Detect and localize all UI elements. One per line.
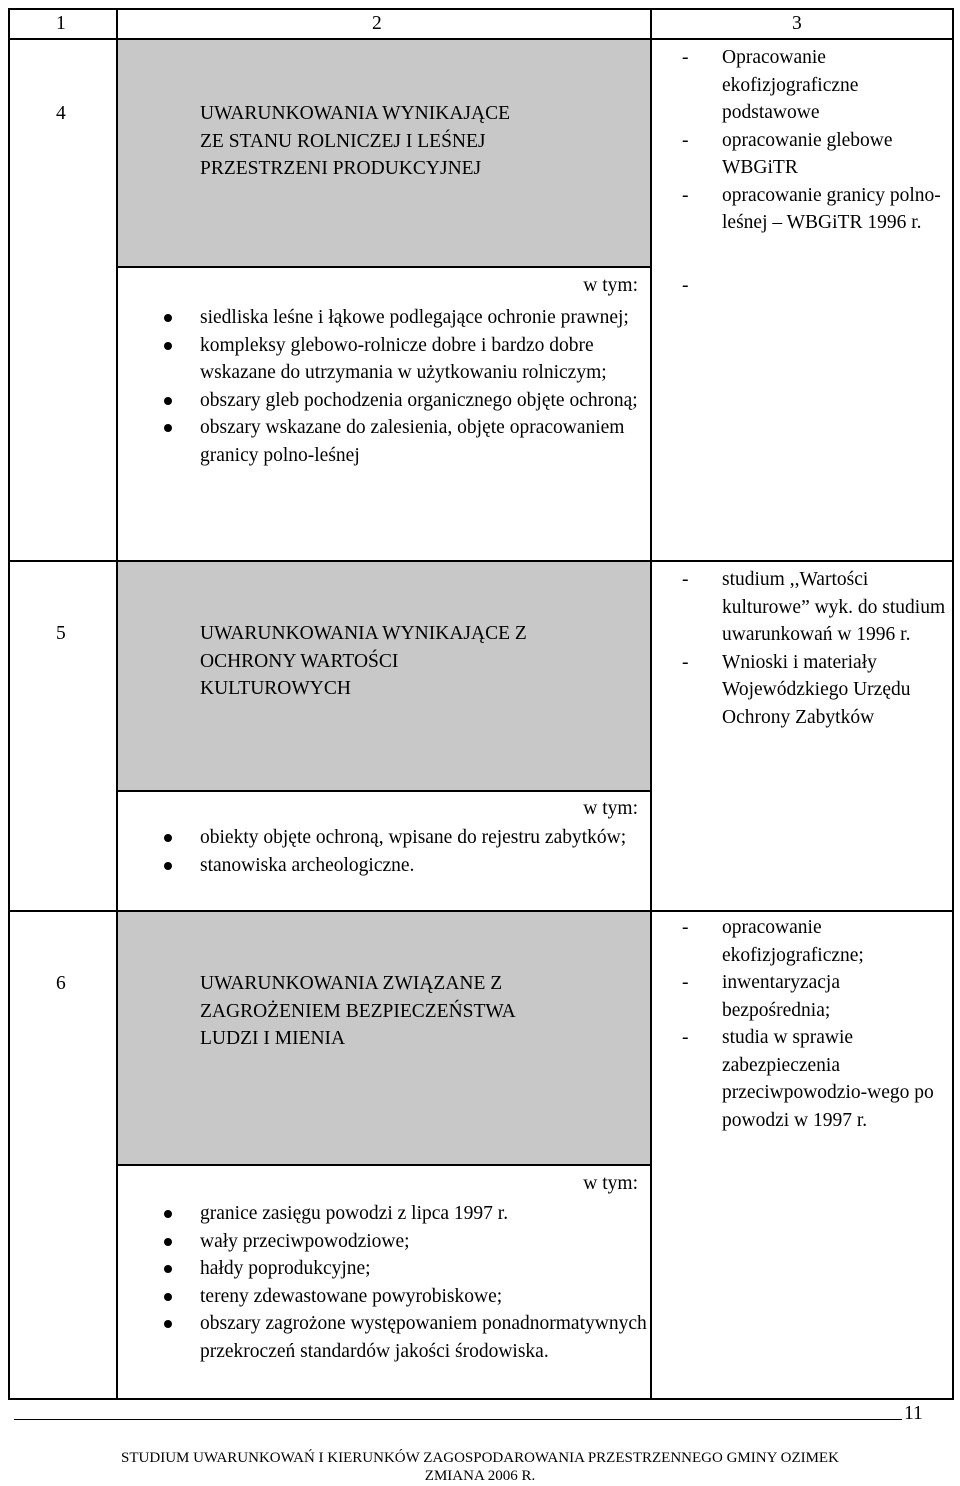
source-text: studia w sprawie zabezpieczenia przeciwpowodzio-wego po powodzi w 1997 r.	[722, 1027, 934, 1131]
row4-title-line: UWARUNKOWANIA WYNIKAJĄCE	[200, 103, 510, 124]
row6-title-line: UWARUNKOWANIA ZWIĄZANE Z	[200, 973, 503, 994]
bullet-icon	[164, 1210, 172, 1218]
source-item	[682, 127, 952, 182]
row4-title-line: ZE STANU ROLNICZEJ I LEŚNEJ	[200, 130, 486, 152]
list-item	[160, 1228, 650, 1256]
list-item-text: hałdy poprodukcyjne;	[200, 1258, 371, 1279]
list-item-text: obiekty objęte ochroną, wpisane do rejestru zabytków;	[200, 827, 627, 848]
header-col2: 2	[372, 13, 382, 34]
bullet-icon	[164, 1293, 172, 1301]
row4-detail-source: -	[682, 275, 689, 296]
source-text: Wnioski i materiały Wojewódzkiego Urzędu Ochrony Zabytków	[722, 651, 911, 728]
dash-icon: -	[682, 569, 689, 590]
row4-number: 4	[56, 103, 66, 124]
list-item	[160, 1283, 650, 1311]
dash-icon: -	[682, 129, 689, 151]
dash-icon: -	[682, 651, 689, 673]
bullet-icon	[164, 834, 172, 842]
footer-line2: ZMIANA 2006 R.	[424, 1468, 536, 1484]
page-number: 11	[904, 1403, 923, 1424]
row5-title-line: OCHRONY WARTOŚCI	[200, 650, 399, 672]
header-col1: 1	[56, 13, 66, 34]
row6-title	[200, 970, 640, 1053]
row4-title	[200, 100, 640, 183]
list-item	[160, 387, 650, 415]
list-item	[160, 852, 650, 880]
row5-title-line: KULTUROWYCH	[200, 678, 351, 699]
list-item	[160, 1255, 650, 1283]
source-item	[682, 914, 952, 969]
bullet-icon	[164, 1265, 172, 1273]
row4-w-tym: w tym:	[583, 275, 638, 296]
list-item-text: obszary gleb pochodzenia organicznego objęte ochroną;	[200, 389, 638, 411]
row5-title-line: UWARUNKOWANIA WYNIKAJĄCE Z	[200, 623, 527, 644]
list-item-text: tereny zdewastowane powyrobiskowe;	[200, 1285, 503, 1307]
row6-number: 6	[56, 973, 66, 994]
header-col3: 3	[792, 13, 802, 34]
row6-w-tym: w tym:	[583, 1173, 638, 1194]
source-item	[682, 44, 952, 127]
row5-title	[200, 620, 640, 703]
list-item	[160, 414, 650, 469]
row6-sources	[682, 914, 952, 1134]
bullet-icon	[164, 1238, 172, 1246]
row4-sources	[682, 44, 952, 237]
footer-rule	[14, 1419, 902, 1420]
row5-number: 5	[56, 623, 66, 644]
table-bottom-border	[8, 1398, 954, 1400]
list-item-text: wały przeciwpowodziowe;	[200, 1230, 410, 1252]
dash-icon: -	[682, 972, 689, 993]
bullet-icon	[164, 314, 172, 322]
row5-items	[160, 824, 650, 879]
list-item	[160, 1310, 650, 1365]
list-item-text: kompleksy glebowo-rolnicze dobre i bardzo dobre wskazane do utrzymania w użytkowaniu rolniczym;	[200, 334, 607, 383]
row5-w-tym: w tym:	[583, 798, 638, 819]
bullet-icon	[164, 397, 172, 405]
source-item	[682, 566, 952, 649]
bullet-icon	[164, 1320, 172, 1328]
bullet-icon	[164, 342, 172, 350]
list-item-text: siedliska leśne i łąkowe podlegające ochronie prawnej;	[200, 307, 629, 328]
dash-icon: -	[682, 47, 689, 68]
dash-icon: -	[682, 1027, 689, 1048]
list-item-text: obszary wskazane do zalesienia, objęte opracowaniem granicy polno-leśnej	[200, 417, 625, 466]
list-item	[160, 304, 650, 332]
dash-icon: -	[682, 917, 689, 938]
row4-items	[160, 304, 650, 469]
bullet-icon	[164, 862, 172, 870]
list-item	[160, 824, 650, 852]
list-item-text: obszary zagrożone występowaniem ponadnormatywnych przekroczeń standardów jakości środowiska.	[200, 1313, 647, 1362]
list-item-text: granice zasięgu powodzi z lipca 1997 r.	[200, 1203, 509, 1224]
list-item	[160, 1200, 650, 1228]
source-text: opracowanie ekofizjograficzne;	[722, 917, 864, 966]
source-text: inwentaryzacja bezpośrednia;	[722, 972, 841, 1021]
source-text: opracowanie granicy polno-leśnej – WBGiTR 1996 r.	[722, 184, 941, 233]
table-left-border	[8, 8, 10, 1400]
source-item	[682, 182, 952, 237]
dash-icon: -	[682, 184, 689, 206]
source-text: opracowanie glebowe WBGiTR	[722, 129, 893, 178]
source-item	[682, 969, 952, 1024]
row4-title-line: PRZESTRZENI PRODUKCYJNEJ	[200, 158, 482, 179]
list-item-text: stanowiska archeologiczne.	[200, 854, 415, 876]
row6-items	[160, 1200, 650, 1365]
source-text: Opracowanie ekofizjograficzne podstawowe	[722, 47, 859, 123]
table-top-border	[8, 8, 954, 10]
row5-sources	[682, 566, 952, 731]
list-item	[160, 332, 650, 387]
row6-title-line: ZAGROŻENIEM BEZPIECZEŃSTWA	[200, 1000, 516, 1022]
source-item	[682, 1024, 952, 1134]
source-text: studium ,,Wartości kulturowe” wyk. do studium uwarunkowań w 1996 r.	[722, 569, 946, 645]
bullet-icon	[164, 424, 172, 432]
footer-line1: STUDIUM UWARUNKOWAŃ I KIERUNKÓW ZAGOSPODAROWANIA PRZESTRZENNEGO GMINY OZIMEK	[121, 1450, 839, 1466]
table-right-border	[952, 8, 954, 1400]
row6-title-line: LUDZI I MIENIA	[200, 1028, 346, 1049]
source-item	[682, 649, 952, 732]
